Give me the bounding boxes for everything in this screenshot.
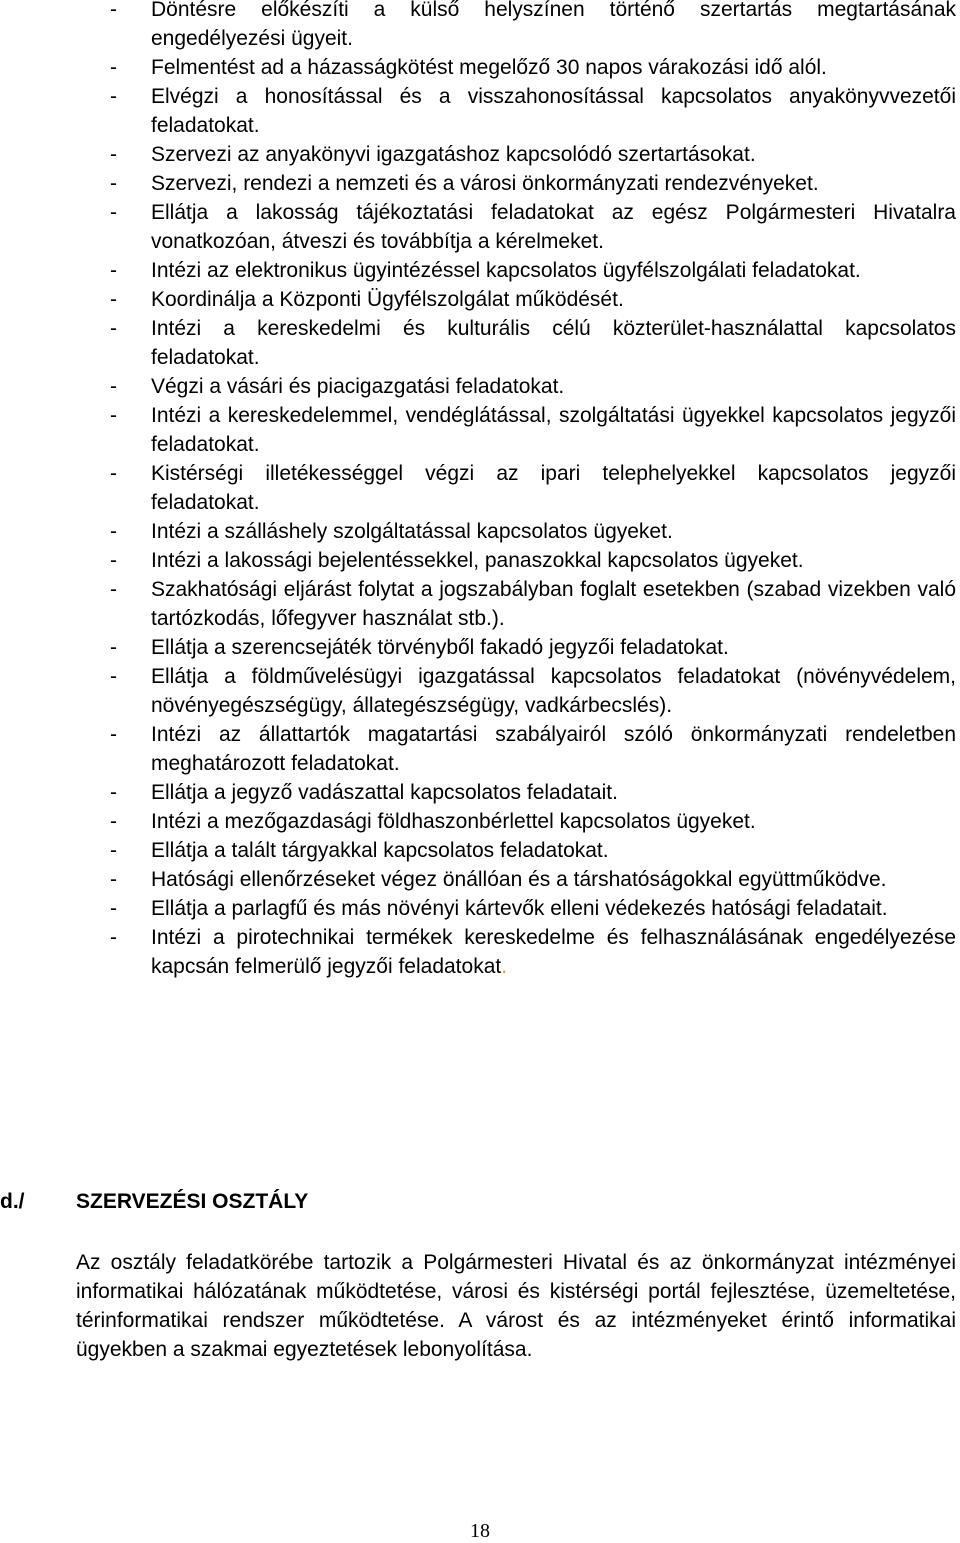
list-item	[0, 894, 960, 923]
list-item-text: Ellátja a szerencsejáték törvényből fakadó jegyzői feladatokat.	[151, 636, 729, 659]
list-item	[0, 546, 960, 575]
list-dash: -	[110, 810, 117, 833]
list-item-text: Intézi az elektronikus ügyintézéssel kapcsolatos ügyfélszolgálati feladatokat.	[151, 259, 861, 282]
list-item	[0, 662, 960, 720]
list-item	[0, 198, 960, 256]
list-item-text: Döntésre előkészíti a külső helyszínen történő szertartás megtartásának engedélyezési ügyeit.	[151, 0, 956, 50]
list-item-text: Elvégzi a honosítással és a visszahonosítással kapcsolatos anyakönyvvezetői feladatokat.	[151, 85, 956, 137]
list-item	[0, 285, 960, 314]
list-item	[0, 633, 960, 662]
list-item	[0, 53, 960, 82]
list-item	[0, 372, 960, 401]
list-item	[0, 778, 960, 807]
list-dash: -	[110, 0, 117, 21]
list-dash: -	[110, 56, 117, 79]
section-number: d./	[0, 1190, 25, 1213]
list-dash: -	[110, 520, 117, 543]
list-item	[0, 720, 960, 778]
list-item	[0, 0, 960, 53]
list-item	[0, 169, 960, 198]
list-item-text: Szakhatósági eljárást folytat a jogszabályban foglalt esetekben (szabad vizekben való tartózkodás, lőfegyver használat stb.).	[151, 578, 956, 630]
list-item-text: Hatósági ellenőrzéseket végez önállóan és a társhatóságokkal együttműködve.	[151, 868, 887, 891]
list-item	[0, 82, 960, 140]
list-item-text: Intézi a mezőgazdasági földhaszonbérlettel kapcsolatos ügyeket.	[151, 810, 756, 833]
list-dash: -	[110, 259, 117, 282]
list-dash: -	[110, 636, 117, 659]
list-item-text: Végzi a vásári és piacigazgatási feladatokat.	[151, 375, 565, 398]
list-item	[0, 401, 960, 459]
list-item-text: Intézi a kereskedelmi és kulturális célú közterület-használattal kapcsolatos feladatokat.	[151, 317, 956, 369]
list-dash: -	[110, 868, 117, 891]
list-item-text: Intézi a kereskedelemmel, vendéglátással, szolgáltatási ügyekkel kapcsolatos jegyzői feladatokat.	[151, 404, 956, 456]
list-item-text: Intézi a lakossági bejelentéssekkel, panaszokkal kapcsolatos ügyeket.	[151, 549, 804, 572]
list-dash: -	[110, 549, 117, 572]
list-item-text: Intézi a szálláshely szolgáltatással kapcsolatos ügyeket.	[151, 520, 673, 543]
list-item-text: Felmentést ad a házasságkötést megelőző 30 napos várakozási idő alól.	[151, 56, 827, 79]
list-item-text: Intézi a pirotechnikai termékek kereskedelme és felhasználásának engedélyezése kapcsán felmerülő jegyzői feladatokat	[151, 926, 956, 978]
list-item-trailing-dot: .	[501, 955, 508, 978]
list-dash: -	[110, 375, 117, 398]
list-item-text: Szervezi az anyakönyvi igazgatáshoz kapcsolódó szertartásokat.	[151, 143, 756, 166]
list-dash: -	[110, 781, 117, 804]
list-dash: -	[110, 839, 117, 862]
list-dash: -	[110, 85, 117, 108]
section-body-paragraph: Az osztály feladatkörébe tartozik a Polgármesteri Hivatal és az önkormányzat intézményei informatikai hálózatának működtetése, városi és kistérségi portál fejlesztése, üzemeltetése, térinformatikai rendszer működtetése. A várost és az intézményeket érintő informatikai ügyekben a szakmai egyeztetések lebonyolítása.	[76, 1251, 956, 1361]
list-item	[0, 314, 960, 372]
section-title: SZERVEZÉSI OSZTÁLY	[76, 1190, 309, 1213]
list-item-text: Szervezi, rendezi a nemzeti és a városi önkormányzati rendezvényeket.	[151, 172, 819, 195]
list-dash: -	[110, 317, 117, 340]
list-dash: -	[110, 143, 117, 166]
list-item	[0, 459, 960, 517]
list-item-text: Ellátja a jegyző vadászattal kapcsolatos feladatait.	[151, 781, 618, 804]
list-dash: -	[110, 201, 117, 224]
list-item	[0, 140, 960, 169]
list-dash: -	[110, 578, 117, 601]
list-item-text: Ellátja a parlagfű és más növényi kártevők elleni védekezés hatósági feladatait.	[151, 897, 888, 920]
list-item-text: Intézi az állattartók magatartási szabályairól szóló önkormányzati rendeletben meghatározott feladatokat.	[151, 723, 956, 775]
list-item	[0, 807, 960, 836]
list-dash: -	[110, 462, 117, 485]
list-dash: -	[110, 723, 117, 746]
list-item	[0, 836, 960, 865]
list-item	[0, 517, 960, 546]
list-dash: -	[110, 926, 117, 949]
list-dash: -	[110, 897, 117, 920]
list-item-text: Ellátja a földművelésügyi igazgatással kapcsolatos feladatokat (növényvédelem, növényegészségügy, állategészségügy, vadkárbecslés).	[151, 665, 956, 717]
list-dash: -	[110, 172, 117, 195]
page-number: 18	[470, 1520, 490, 1542]
list-dash: -	[110, 288, 117, 311]
list-dash: -	[110, 404, 117, 427]
list-item-text: Kistérségi illetékességgel végzi az ipari telephelyekkel kapcsolatos jegyzői feladatokat.	[151, 462, 956, 514]
list-item-text: Ellátja a lakosság tájékoztatási feladatokat az egész Polgármesteri Hivatalra vonatkozóan, átveszi és továbbítja a kérelmeket.	[151, 201, 956, 253]
list-dash: -	[110, 665, 117, 688]
list-item	[0, 575, 960, 633]
list-item-text: Ellátja a talált tárgyakkal kapcsolatos feladatokat.	[151, 839, 609, 862]
list-item	[0, 256, 960, 285]
list-item	[0, 923, 960, 981]
list-item-text: Koordinálja a Központi Ügyfélszolgálat működését.	[151, 288, 624, 311]
list-item	[0, 865, 960, 894]
